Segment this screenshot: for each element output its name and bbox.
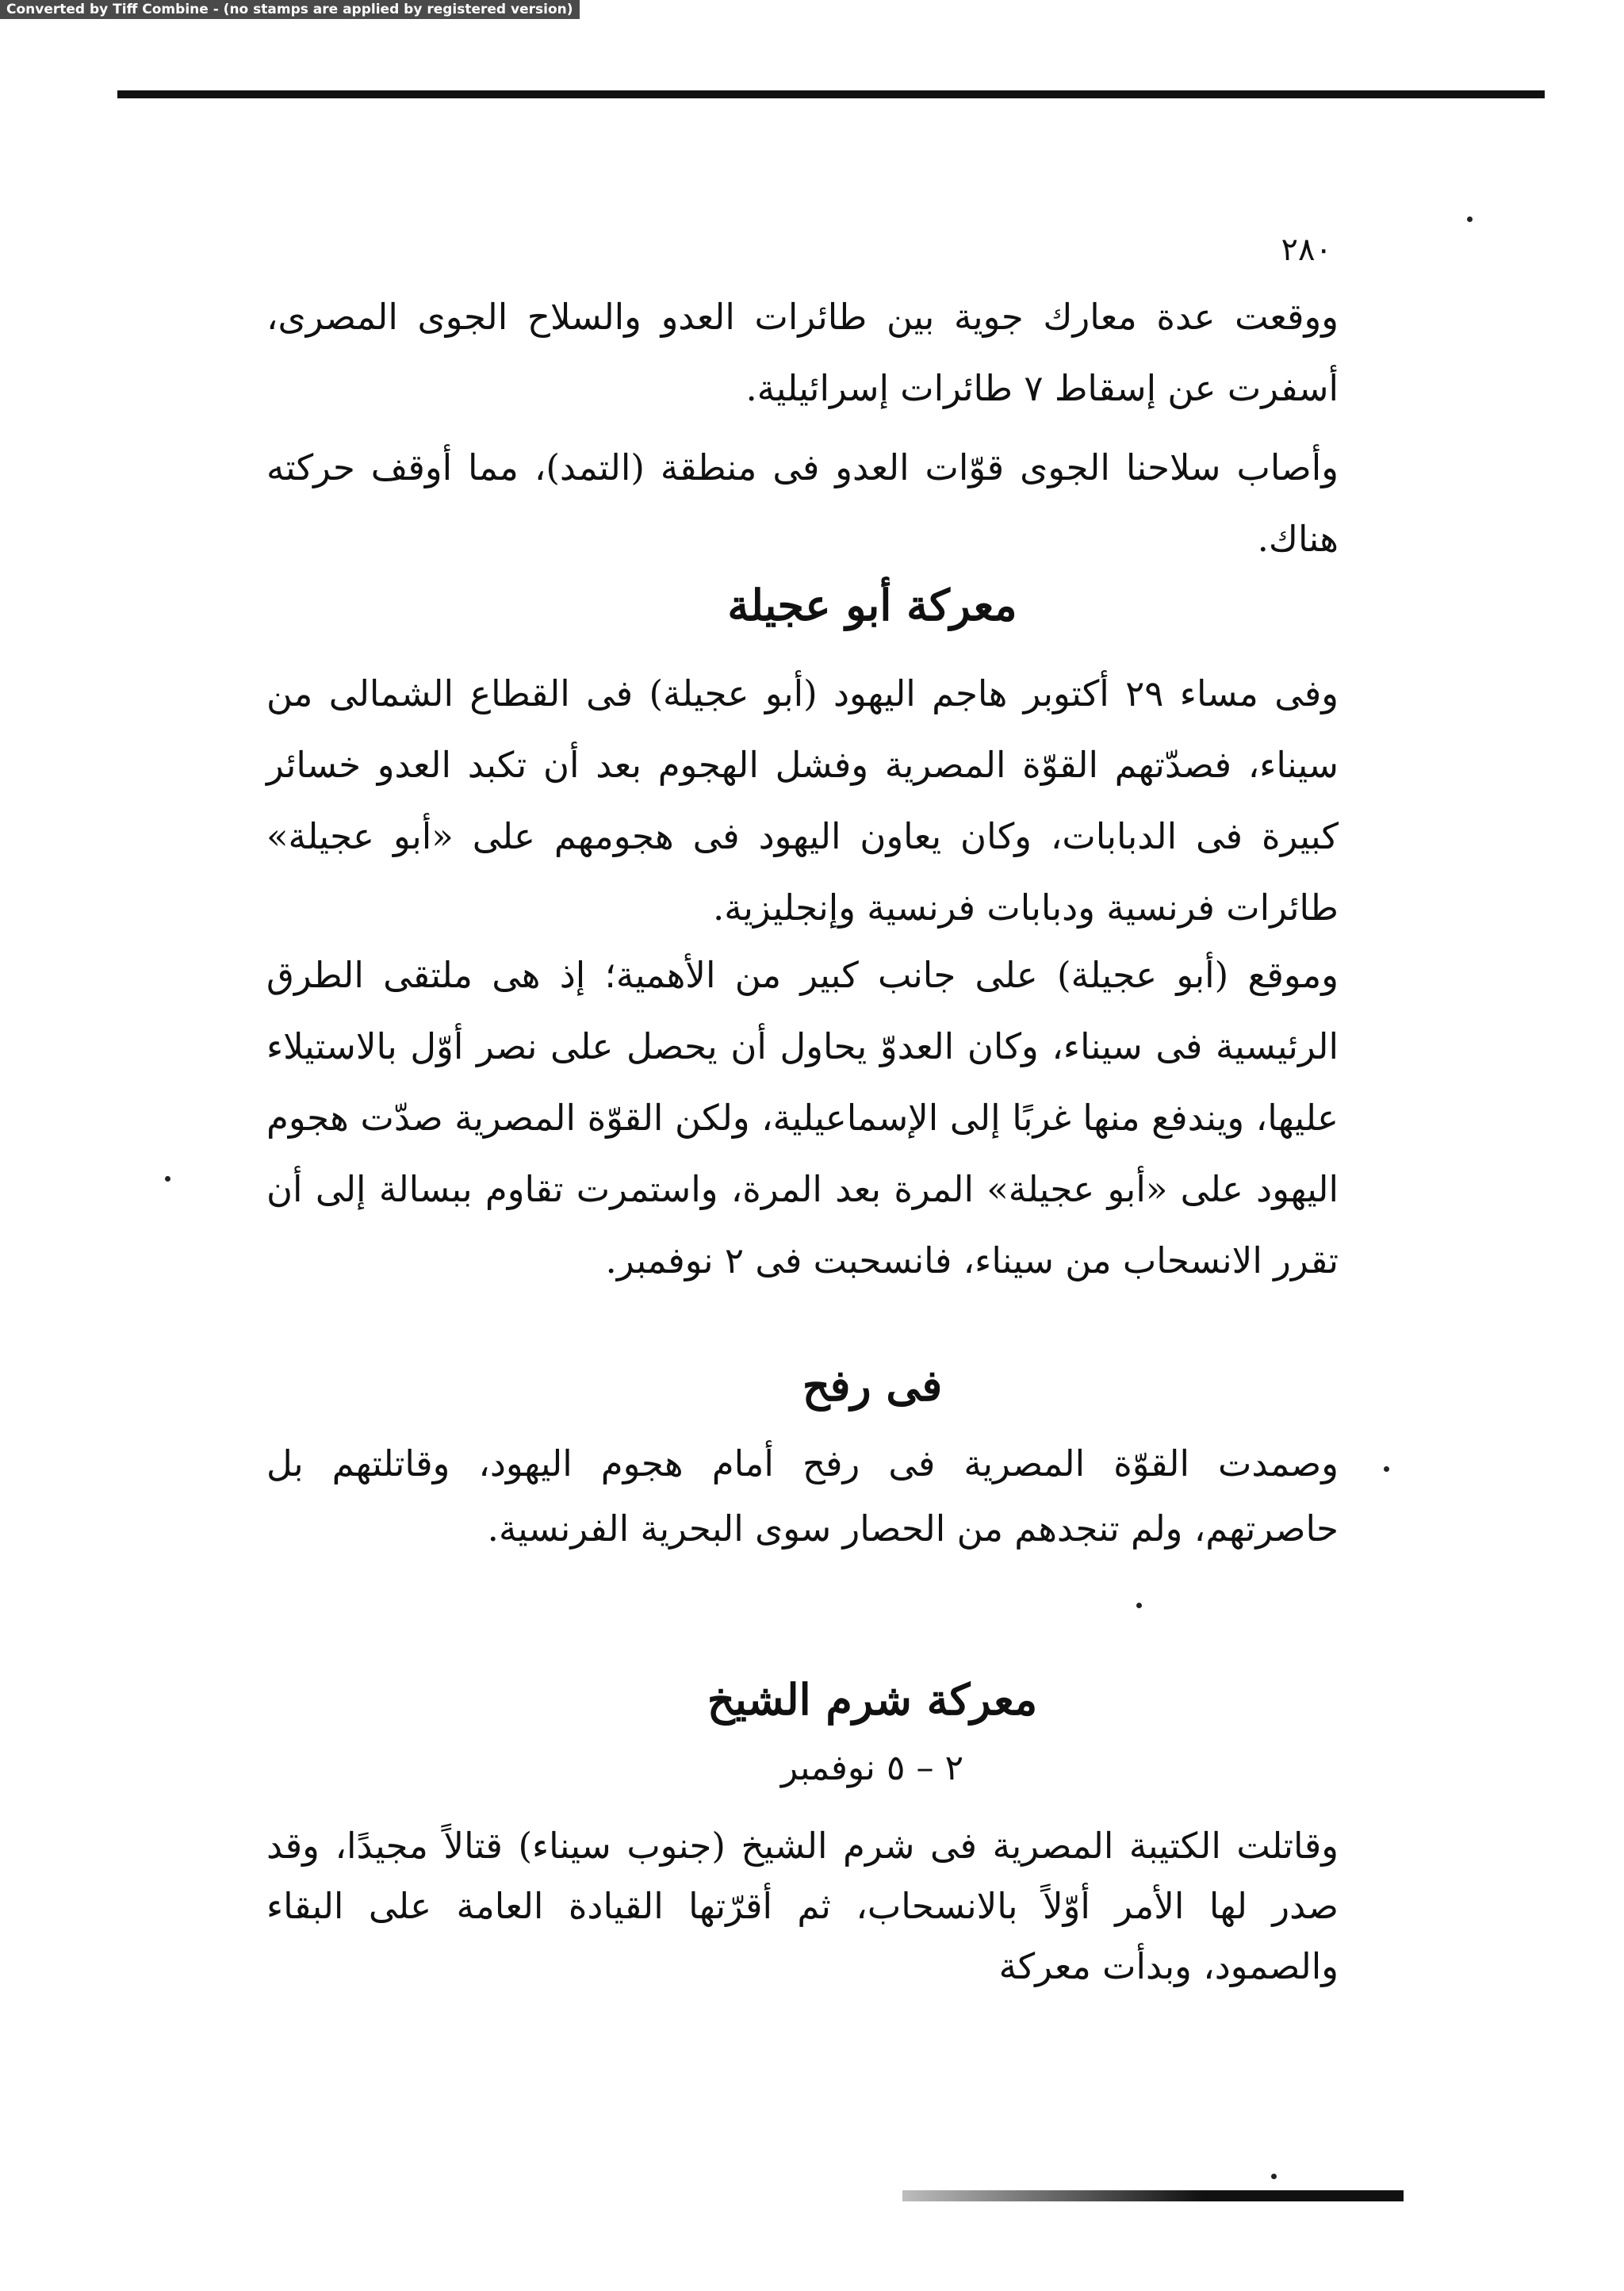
converter-banner: Converted by Tiff Combine - (no stamps are applied by registered version)	[0, 0, 580, 19]
section-heading-sharm: معركة شرم الشيخ	[707, 1674, 1038, 1725]
section-heading-abu-ageila: معركة أبو عجيلة	[727, 580, 1017, 630]
abu-ageila-paragraph-1: وفى مساء ٢٩ أكتوبر هاجم اليهود (أبو عجيلة) فى القطاع الشمالى من سيناء، فصدّتهم القوّة المصرية وفشل الهجوم بعد أن تكبد العدو خسائر كبيرة فى الدبابات، وكان يعاون اليهود فى هجومهم على «أبو عجيلة» طائرات فرنسية ودبابات فرنسية وإنجليزية.	[266, 672, 1339, 929]
scan-speck	[1136, 1603, 1142, 1608]
section-heading-rafah: فى رفح	[802, 1360, 943, 1411]
section-subheading-sharm-dates: ٢ – ٥ نوفمبر	[780, 1748, 964, 1788]
scan-speck	[1271, 2174, 1277, 2179]
intro-paragraph-2: وأصاب سلاحنا الجوى قوّات العدو فى منطقة (التمد)، مما أوقف حركته هناك.	[266, 446, 1339, 560]
scan-speck	[165, 1176, 170, 1182]
sharm-paragraph: وقاتلت الكتيبة المصرية فى شرم الشيخ (جنوب سيناء) قتالاً مجيدًا، وقد صدر لها الأمر أوّلاً بالانسحاب، ثم أقرّتها القيادة العامة على البقاء والصمود، وبدأت معركة	[266, 1825, 1339, 1987]
intro-paragraph-1: ووقعت عدة معارك جوية بين طائرات العدو والسلاح الجوى المصرى، أسفرت عن إسقاط ٧ طائرات إسرائيلية.	[266, 296, 1339, 409]
bottom-rule	[902, 2190, 1404, 2201]
scan-speck	[1384, 1466, 1389, 1472]
page-number: ٢٨٠	[1281, 232, 1332, 268]
rafah-paragraph: وصمدت القوّة المصرية فى رفح أمام هجوم اليهود، وقاتلتهم بل حاصرتهم، ولم تنجدهم من الحصار سوى البحرية الفرنسية.	[266, 1442, 1339, 1550]
abu-ageila-paragraph-2: وموقع (أبو عجيلة) على جانب كبير من الأهمية؛ إذ هى ملتقى الطرق الرئيسية فى سيناء، وكان العدوّ يحاول أن يحصل على نصر أوّل بالاستيلاء عليها، ويندفع منها غربًا إلى الإسماعيلية، ولكن القوّة المصرية صدّت هجوم اليهود على «أبو عجيلة» المرة بعد المرة، واستمرت تقاوم ببسالة إلى أن تقرر الانسحاب من سيناء، فانسحبت فى ٢ نوفمبر.	[266, 954, 1339, 1282]
scan-speck	[1467, 216, 1473, 222]
top-rule	[117, 90, 1545, 98]
